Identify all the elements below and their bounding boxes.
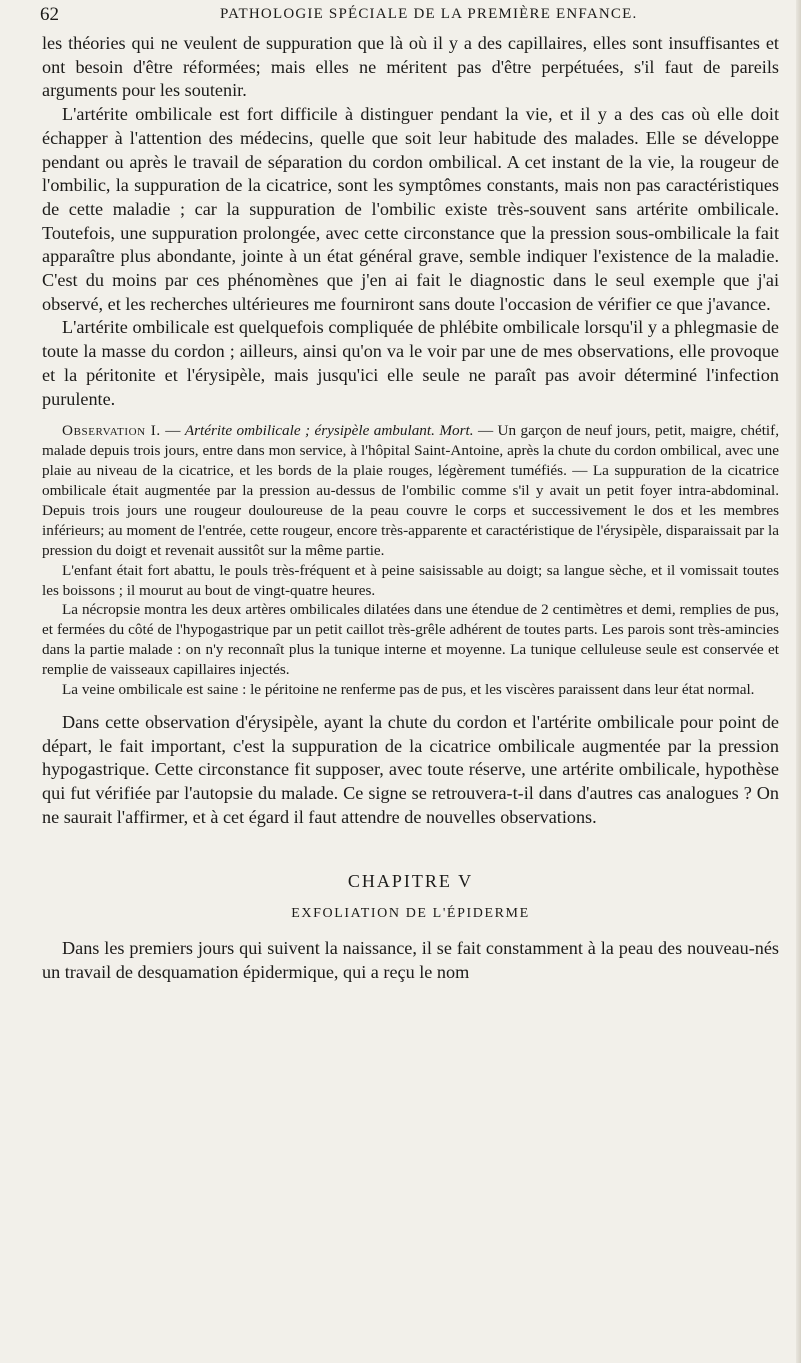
observation-block (42, 421, 779, 700)
observation-paragraph: L'enfant était fort abattu, le pouls très-fréquent et à peine saisissable au doigt; sa langue sèche, et il vomissait toutes les boissons ; il mourut au bout de vingt-quatre heures. (42, 561, 779, 599)
main-text (42, 32, 779, 411)
paragraph: Dans les premiers jours qui suivent la naissance, il se fait constamment à la peau des nouveau-nés un travail de desquamation épidermique, qui a reçu le nom (42, 938, 779, 983)
observation-label: Observation I. (62, 422, 161, 440)
page-number: 62 (40, 4, 59, 25)
running-header (42, 4, 779, 32)
observation-dash: — (160, 422, 185, 440)
chapter-subtitle: EXFOLIATION DE L'ÉPIDERME (291, 906, 530, 922)
paragraph: les théories qui ne veulent de suppuration que là où il y a des capillaires, elles sont insuffisantes et ont besoin d'être réformées; mais elles ne méritent pas d'être perpétuées, s'il faut de pareils arguments pour les soutenir. (42, 33, 779, 101)
chapter-title: CHAPITRE V (347, 871, 474, 892)
book-page (42, 4, 779, 985)
page-edge-shadow (796, 0, 801, 1363)
observation-title: Artérite ombilicale ; érysipèle ambulant. Mort. (184, 422, 474, 440)
chapter-text (42, 937, 779, 984)
observation-paragraph (42, 421, 779, 560)
observation-paragraph: La veine ombilicale est saine : le péritoine ne renferme pas de pus, et les viscères paraissent dans leur état normal. (62, 681, 755, 699)
discussion-text (42, 711, 779, 830)
paragraph: Dans cette observation d'érysipèle, ayant la chute du cordon et l'artérite ombilicale pour point de départ, le fait important, c'est la suppuration de la cicatrice ombilicale augmentée par la pression hypogastrique. Cette circonstance fit supposer, avec toute réserve, une artérite ombilicale, hypothèse qui fut vérifiée par l'autopsie du malade. Ce signe se retrouvera-t-il dans d'autres cas analogues ? On ne saurait l'affirmer, et à cet égard il faut attendre de nouvelles observations. (42, 711, 779, 827)
paragraph: L'artérite ombilicale est quelquefois compliquée de phlébite ombilicale lorsqu'il y a phlegmasie de toute la masse du cordon ; ailleurs, ainsi qu'on va le voir par une de mes observations, elle provoque et la péritonite et l'érysipèle, mais jusqu'ici elle seule ne paraît pas avoir déterminé l'infection purulente. (42, 317, 779, 409)
observation-lead: — Un garçon de neuf jours, petit, maigre, chétif, malade depuis trois jours, entre dans mon service, à l'hôpital Saint-Antoine, après la chute du cordon ombilical, avec une plaie au niveau de la cicatrice, et les bords de la plaie rouges, légèrement tuméfiés. — La suppuration de la cicatrice ombilicale était augmentée par la pression au-dessus de l'ombilic comme s'il y avait un petit foyer intra-abdominal. Depuis trois jours une rougeur douloureuse de la peau couvre le corps et successivement le dos et les membres inférieurs; au moment de l'entrée, cette rougeur, encore très-apparente et caractéristique de l'érysipèle, disparaissait par la pression du doigt et revenait aussitôt sur la même partie. (42, 422, 779, 559)
observation-paragraph: La nécropsie montra les deux artères ombilicales dilatées dans une étendue de 2 centimètres et demi, remplies de pus, et fermées du côté de l'hypogastrique par un petit caillot très-grêle adhérent de toutes parts. Les parois sont très-amincies dans la partie malade : on n'y reconnaît plus la tunique interne et moyenne. La tunique celluleuse seule est conservée et remplie de vaisseaux capillaires injectés. (42, 601, 779, 679)
running-title: PATHOLOGIE SPÉCIALE DE LA PREMIÈRE ENFANCE. (220, 6, 638, 22)
paragraph: L'artérite ombilicale est fort difficile à distinguer pendant la vie, et il y a des cas où elle doit échapper à l'attention des médecins, quelle que soit leur habitude des malades. Elle se développe pendant ou après le travail de séparation du cordon ombilical. A cet instant de la vie, la rougeur de l'ombilic, la suppuration de la cicatrice, sont les symptômes constants, mais non pas caractéristiques de cette maladie ; car la suppuration de l'ombilic existe très-souvent sans artérite ombilicale. Toutefois, une suppuration prolongée, avec cette circonstance que la pression sous-ombilicale la fait apparaître plus abondante, jointe à un état général grave, semble indiquer l'existence de la maladie. C'est du moins par ces phénomènes que j'en ai fait le diagnostic dans le seul exemple que j'ai observé, et les recherches ultérieures me fourniront sans doute l'occasion de vérifier ce que j'avance. (42, 104, 779, 314)
